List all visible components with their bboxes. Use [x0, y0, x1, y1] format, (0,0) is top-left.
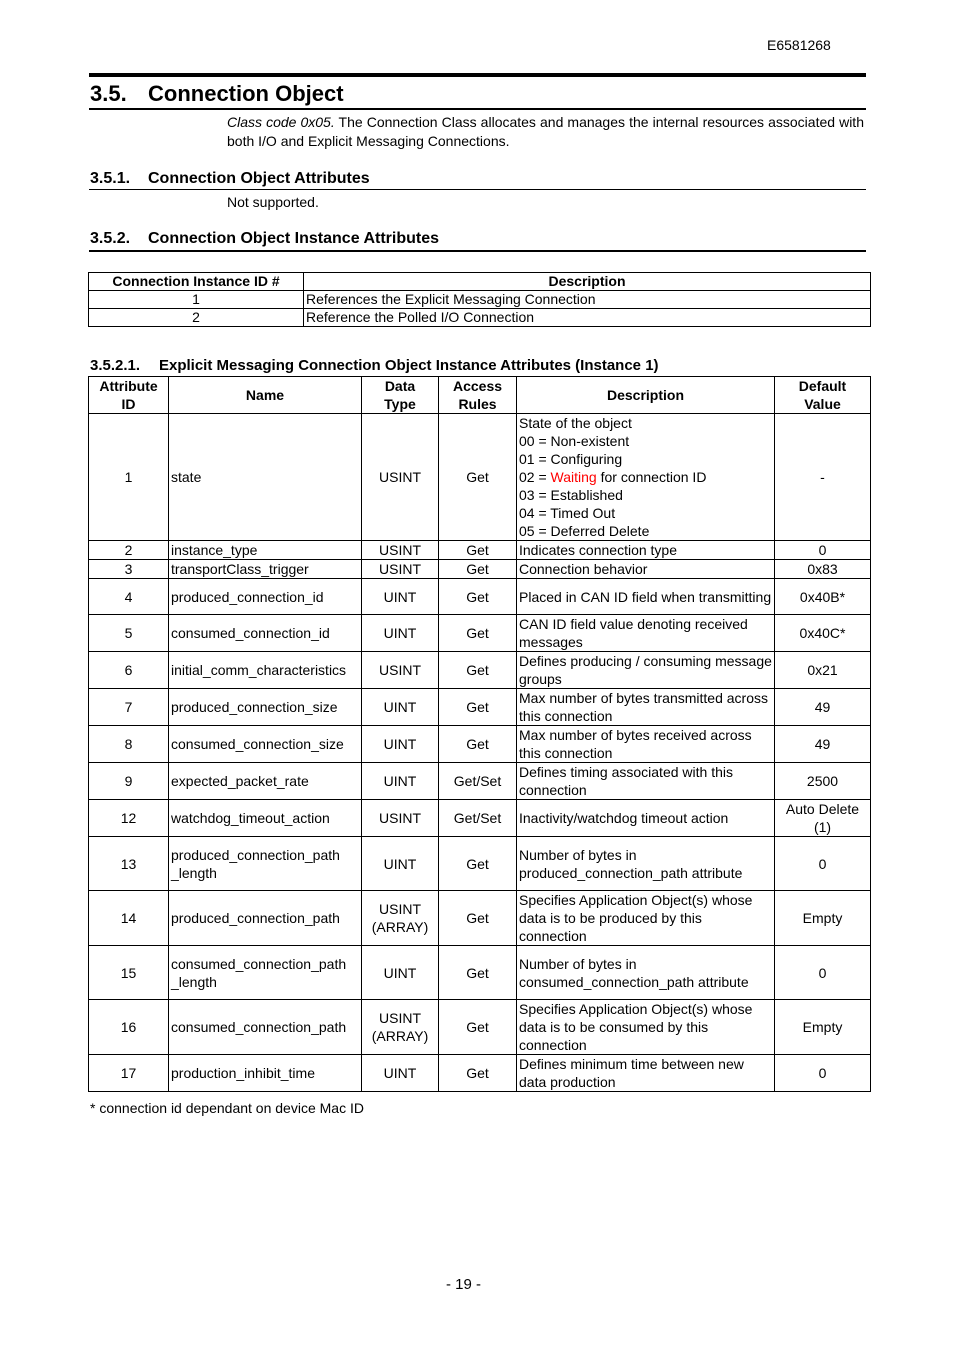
attribute-description: Specifies Application Object(s) whose data is to be produced by this connection — [517, 891, 775, 946]
waiting-highlight: Waiting — [550, 469, 597, 485]
attribute-id: 14 — [89, 891, 169, 946]
attribute-description: Specifies Application Object(s) whose data is to be consumed by this connection — [517, 1000, 775, 1055]
attribute-id: 12 — [89, 800, 169, 837]
attribute-name: instance_type — [169, 541, 362, 560]
instance-description: References the Explicit Messaging Connection — [304, 291, 871, 309]
attribute-id: 2 — [89, 541, 169, 560]
attribute-id: 4 — [89, 579, 169, 615]
class-code: Class code 0x05. — [227, 114, 335, 130]
attribute-id: 15 — [89, 946, 169, 1000]
attribute-description: Placed in CAN ID field when transmitting — [517, 579, 775, 615]
attribute-description: Indicates connection type — [517, 541, 775, 560]
table-row — [89, 541, 871, 560]
table-row — [89, 763, 871, 800]
subsection-title: Connection Object Instance Attributes — [148, 230, 439, 247]
attribute-access: Get/Set — [439, 763, 517, 800]
attribute-name: consumed_connection_size — [169, 726, 362, 763]
header-attribute-id: Attribute ID — [89, 377, 169, 414]
attribute-type: USINT (ARRAY) — [362, 891, 439, 946]
attribute-access: Get — [439, 689, 517, 726]
document-id: E6581268 — [767, 37, 831, 53]
table-row — [89, 414, 871, 541]
attribute-name: transportClass_trigger — [169, 560, 362, 579]
subsection-heading-attributes — [89, 170, 866, 190]
subsection-number: 3.5.2. — [90, 230, 131, 247]
instance-id: 1 — [89, 291, 304, 309]
attribute-description: State of the object 00 = Non-existent 01 = Configuring 02 = Waiting for connection ID 03 = Established 04 = Timed Out 05 = Deferred Delete — [517, 414, 775, 541]
attribute-type: USINT (ARRAY) — [362, 1000, 439, 1055]
attribute-id: 17 — [89, 1055, 169, 1092]
attribute-type: UINT — [362, 726, 439, 763]
attribute-default: Auto Delete (1) — [775, 800, 871, 837]
attribute-default: 49 — [775, 726, 871, 763]
attribute-access: Get/Set — [439, 800, 517, 837]
attribute-name: expected_packet_rate — [169, 763, 362, 800]
not-supported-note: Not supported. — [227, 194, 319, 210]
instance-table — [88, 272, 871, 327]
table-row — [89, 291, 871, 309]
attribute-default: - — [775, 414, 871, 541]
attribute-id: 16 — [89, 1000, 169, 1055]
attribute-id: 5 — [89, 615, 169, 652]
attribute-default: 0x40B* — [775, 579, 871, 615]
attribute-access: Get — [439, 541, 517, 560]
attribute-name: produced_connection_path _length — [169, 837, 362, 891]
attribute-description: Defines timing associated with this connection — [517, 763, 775, 800]
attribute-default: 49 — [775, 689, 871, 726]
table-row — [89, 946, 871, 1000]
table-row — [89, 652, 871, 689]
attribute-type: UINT — [362, 946, 439, 1000]
table-row — [89, 1055, 871, 1092]
attribute-type: UINT — [362, 763, 439, 800]
table-row — [89, 579, 871, 615]
footnote: * connection id dependant on device Mac ID — [90, 1100, 364, 1116]
table-row — [89, 837, 871, 891]
attribute-default: 0 — [775, 837, 871, 891]
header-access-rules: Access Rules — [439, 377, 517, 414]
attribute-id: 13 — [89, 837, 169, 891]
table-row — [89, 891, 871, 946]
attribute-type: USINT — [362, 541, 439, 560]
subsection-number: 3.5.1. — [90, 170, 131, 187]
attribute-type: UINT — [362, 615, 439, 652]
attribute-default: 0 — [775, 541, 871, 560]
attribute-access: Get — [439, 615, 517, 652]
attribute-name: watchdog_timeout_action — [169, 800, 362, 837]
attribute-id: 6 — [89, 652, 169, 689]
attribute-name: produced_connection_path — [169, 891, 362, 946]
attribute-id: 9 — [89, 763, 169, 800]
attribute-description: Defines minimum time between new data production — [517, 1055, 775, 1092]
table-row — [89, 615, 871, 652]
attribute-access: Get — [439, 414, 517, 541]
attribute-type: USINT — [362, 414, 439, 541]
attribute-description: Inactivity/watchdog timeout action — [517, 800, 775, 837]
subsubsection-title: Explicit Messaging Connection Object Instance Attributes (Instance 1) — [159, 357, 659, 374]
header-default-value: Default Value — [775, 377, 871, 414]
attribute-default: 0x83 — [775, 560, 871, 579]
attribute-id: 7 — [89, 689, 169, 726]
attribute-id: 8 — [89, 726, 169, 763]
attribute-access: Get — [439, 946, 517, 1000]
attribute-name: consumed_connection_path _length — [169, 946, 362, 1000]
table-header: Connection Instance ID # — [89, 273, 304, 291]
attribute-id: 3 — [89, 560, 169, 579]
intro-text: The Connection Class allocates and manages the internal resources associated with both I/O and Explicit Messaging Connections. — [227, 114, 864, 149]
header-name: Name — [169, 377, 362, 414]
attribute-access: Get — [439, 1000, 517, 1055]
attribute-access: Get — [439, 726, 517, 763]
section-title: Connection Object — [148, 81, 344, 106]
subsubsection-number: 3.5.2.1. — [90, 357, 141, 374]
attribute-access: Get — [439, 1055, 517, 1092]
attribute-name: produced_connection_size — [169, 689, 362, 726]
attribute-access: Get — [439, 837, 517, 891]
instance-description: Reference the Polled I/O Connection — [304, 309, 871, 327]
subsection-title: Connection Object Attributes — [148, 170, 370, 187]
attribute-type: USINT — [362, 800, 439, 837]
header-data-type: Data Type — [362, 377, 439, 414]
attribute-name: consumed_connection_id — [169, 615, 362, 652]
attribute-default: Empty — [775, 1000, 871, 1055]
attribute-access: Get — [439, 579, 517, 615]
table-header: Description — [304, 273, 871, 291]
page-number: - 19 - — [445, 1276, 481, 1293]
attributes-table — [88, 376, 871, 1092]
attribute-type: UINT — [362, 837, 439, 891]
table-row — [89, 726, 871, 763]
table-row — [89, 1000, 871, 1055]
attribute-description: CAN ID field value denoting received messages — [517, 615, 775, 652]
attribute-name: produced_connection_id — [169, 579, 362, 615]
attribute-id: 1 — [89, 414, 169, 541]
attribute-default: 0 — [775, 1055, 871, 1092]
attribute-type: USINT — [362, 560, 439, 579]
table-row — [89, 560, 871, 579]
attribute-name: production_inhibit_time — [169, 1055, 362, 1092]
attribute-description: Max number of bytes received across this connection — [517, 726, 775, 763]
attribute-name: state — [169, 414, 362, 541]
attribute-access: Get — [439, 560, 517, 579]
attribute-access: Get — [439, 891, 517, 946]
table-row — [89, 689, 871, 726]
table-row — [89, 309, 871, 327]
header-description: Description — [517, 377, 775, 414]
table-row — [89, 800, 871, 837]
attribute-default: 0 — [775, 946, 871, 1000]
attribute-type: UINT — [362, 579, 439, 615]
attribute-name: consumed_connection_path — [169, 1000, 362, 1055]
attribute-default: 2500 — [775, 763, 871, 800]
attribute-default: 0x21 — [775, 652, 871, 689]
attribute-description: Connection behavior — [517, 560, 775, 579]
section-heading — [89, 73, 866, 110]
attribute-type: UINT — [362, 689, 439, 726]
attribute-description: Defines producing / consuming message groups — [517, 652, 775, 689]
subsection-heading-instance — [89, 230, 866, 252]
attribute-default: Empty — [775, 891, 871, 946]
attribute-type: USINT — [362, 652, 439, 689]
section-intro — [227, 113, 864, 151]
attribute-name: initial_comm_characteristics — [169, 652, 362, 689]
attribute-type: UINT — [362, 1055, 439, 1092]
attribute-description: Number of bytes in consumed_connection_path attribute — [517, 946, 775, 1000]
section-number: 3.5. — [90, 81, 127, 106]
instance-id: 2 — [89, 309, 304, 327]
attribute-default: 0x40C* — [775, 615, 871, 652]
attribute-description: Number of bytes in produced_connection_path attribute — [517, 837, 775, 891]
attribute-description: Max number of bytes transmitted across this connection — [517, 689, 775, 726]
attribute-access: Get — [439, 652, 517, 689]
